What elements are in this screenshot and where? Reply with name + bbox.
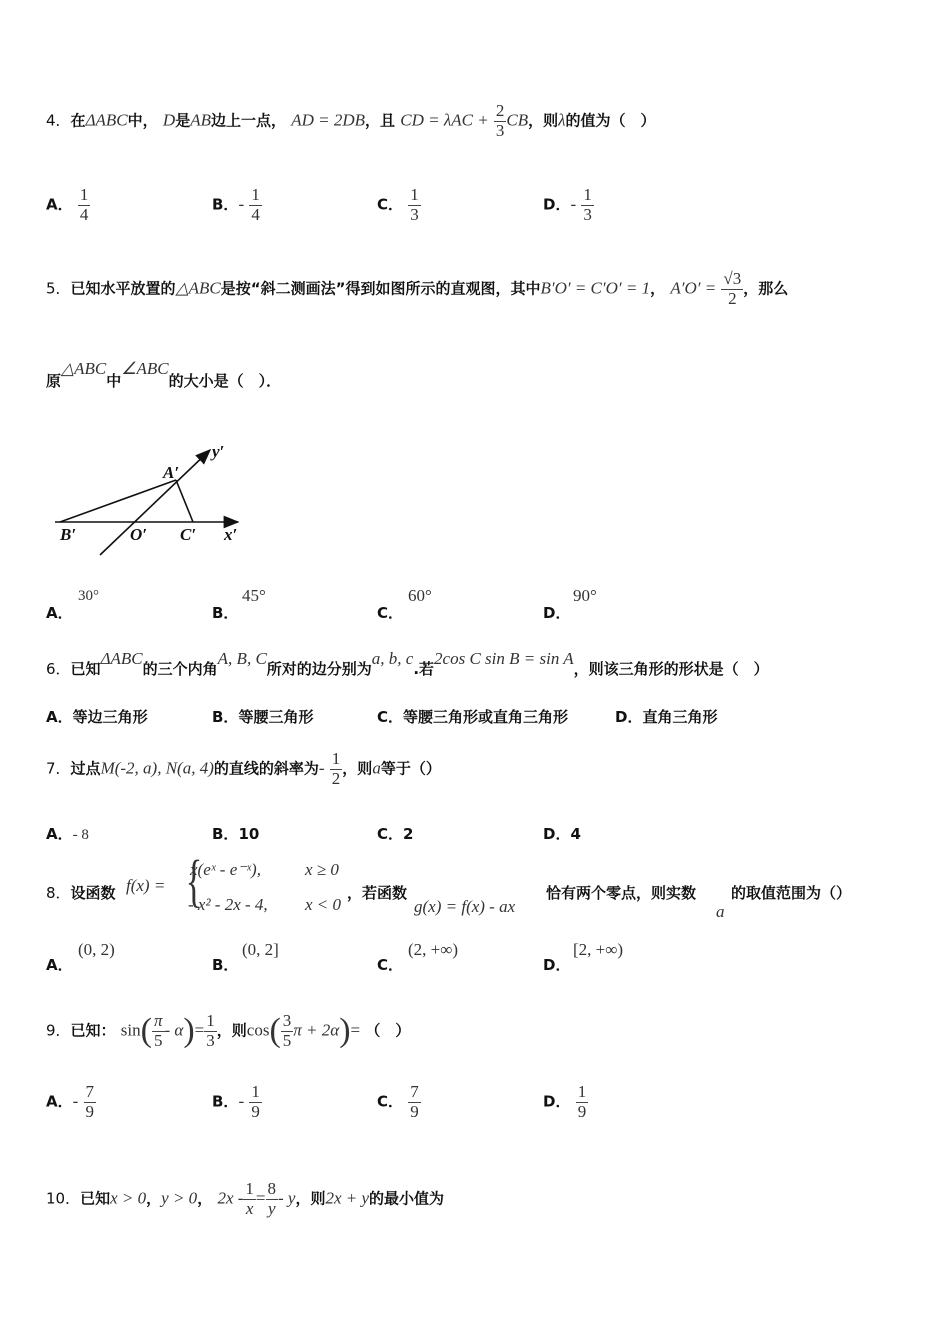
piecewise-case-1: x(eˣ - e⁻ˣ), — [190, 860, 261, 879]
question-7: 7．过点M(-2, a), N(a, 4)的直线的斜率为- $\frac{1}{2}$ ，则a等于（） — [46, 749, 441, 788]
function-g: g(x) = f(x) - ax — [414, 897, 516, 916]
oblique-projection-figure — [50, 435, 250, 565]
label-a: A′ — [163, 463, 180, 482]
piecewise-cond-1: x ≥ 0 — [305, 860, 339, 879]
option-c[interactable]: C．等腰三角形或直角三角形 — [377, 708, 569, 726]
question-10: 10．已知x > 0，y > 0， 2x - $\frac{1}{x}$ = $\frac{8}{y}$ - y，则2x + y的最小值为 — [46, 1179, 445, 1218]
question-6: 6．已知ΔABC的三个内角A, B, C所对的边分别为a, b, c.若2cos C sin B = sin A，则该三角形的形状是（ ） — [46, 649, 769, 678]
option-a[interactable]: A．- 8 — [46, 825, 89, 843]
label-y: y′ — [212, 442, 225, 461]
option-a[interactable]: A． $\frac{1}{4}$ — [46, 185, 89, 224]
question-5: 5．已知水平放置的△ABC是按“斜二测画法”得到如图所示的直观图，其中B′O′ = C′O′ = 1， A′O′ = $\frac{√3}{2}$ ，那么 — [46, 269, 789, 308]
option-d[interactable]: D．- $\frac{1}{3}$ — [543, 185, 592, 224]
question-4: 4．在ΔABC中， D是AB边上一点， AD = 2DB，且 CD = λAC + $\frac{2}{3}$ CB，则λ的值为（ ） — [46, 101, 656, 140]
label-c: C′ — [180, 525, 197, 544]
option-c-value: (2, +∞) — [408, 940, 459, 959]
option-d-value: [2, +∞) — [573, 940, 624, 959]
option-a-value: (0, 2) — [78, 940, 115, 959]
question-8-tail-2: 恰有两个零点，则实数 — [546, 884, 697, 902]
option-b-value: 45° — [242, 586, 266, 605]
variable-a: a — [716, 902, 725, 921]
option-c[interactable]: C． — [377, 956, 404, 974]
label-b: B′ — [60, 525, 77, 544]
question-8-tail-3: 的取值范围为（） — [731, 884, 852, 902]
option-d-value: 90° — [573, 586, 597, 605]
option-d[interactable]: D． $\frac{1}{9}$ — [543, 1082, 587, 1121]
segment-a-c — [176, 480, 193, 522]
option-a[interactable]: A． — [46, 604, 73, 622]
option-a[interactable]: A．- $\frac{7}{9}$ — [46, 1082, 95, 1121]
option-b[interactable]: B．等腰三角形 — [212, 708, 314, 726]
option-a-value: 30° — [78, 588, 99, 604]
option-b[interactable]: B． — [212, 956, 239, 974]
question-number: 4． — [46, 111, 71, 130]
question-8: 8．设函数 — [46, 884, 116, 902]
fraction: $\frac{2}{3}$ — [495, 101, 505, 140]
option-c[interactable]: C． $\frac{7}{9}$ — [377, 1082, 419, 1121]
piecewise-brace: { — [185, 848, 203, 913]
question-5-line-2: 原△ABC中∠ABC的大小是（ ）． — [46, 359, 282, 390]
option-a[interactable]: A． — [46, 956, 73, 974]
option-d[interactable]: D． — [543, 956, 571, 974]
option-c[interactable]: C． — [377, 604, 404, 622]
option-b[interactable]: B．10 — [212, 825, 260, 843]
option-d[interactable]: D．4 — [543, 825, 581, 843]
question-8-tail: ，若函数 — [347, 884, 408, 902]
option-b[interactable]: B．- $\frac{1}{9}$ — [212, 1082, 260, 1121]
option-b-value: (0, 2] — [242, 940, 279, 959]
option-c[interactable]: C．2 — [377, 825, 414, 843]
option-d[interactable]: D． — [543, 604, 571, 622]
piecewise-case-2: - x² - 2x - 4, — [188, 895, 268, 914]
segment-b-a — [60, 480, 176, 522]
option-b[interactable]: B．- $\frac{1}{4}$ — [212, 185, 260, 224]
question-9: 9．已知： sin( $\frac{\pi}{5}$ - α)= $\frac{1}{3}$ ，则cos( $\frac{3}{5}$ π + 2α)= （ ） — [46, 1011, 411, 1050]
option-c-value: 60° — [408, 586, 432, 605]
label-x: x′ — [224, 525, 238, 544]
piecewise-cond-2: x < 0 — [305, 895, 342, 914]
piecewise-function-name: f(x) = — [126, 876, 166, 895]
label-o: O′ — [130, 525, 148, 544]
option-b[interactable]: B． — [212, 604, 239, 622]
option-a[interactable]: A．等边三角形 — [46, 708, 148, 726]
option-c[interactable]: C． $\frac{1}{3}$ — [377, 185, 419, 224]
option-d[interactable]: D．直角三角形 — [615, 708, 718, 726]
